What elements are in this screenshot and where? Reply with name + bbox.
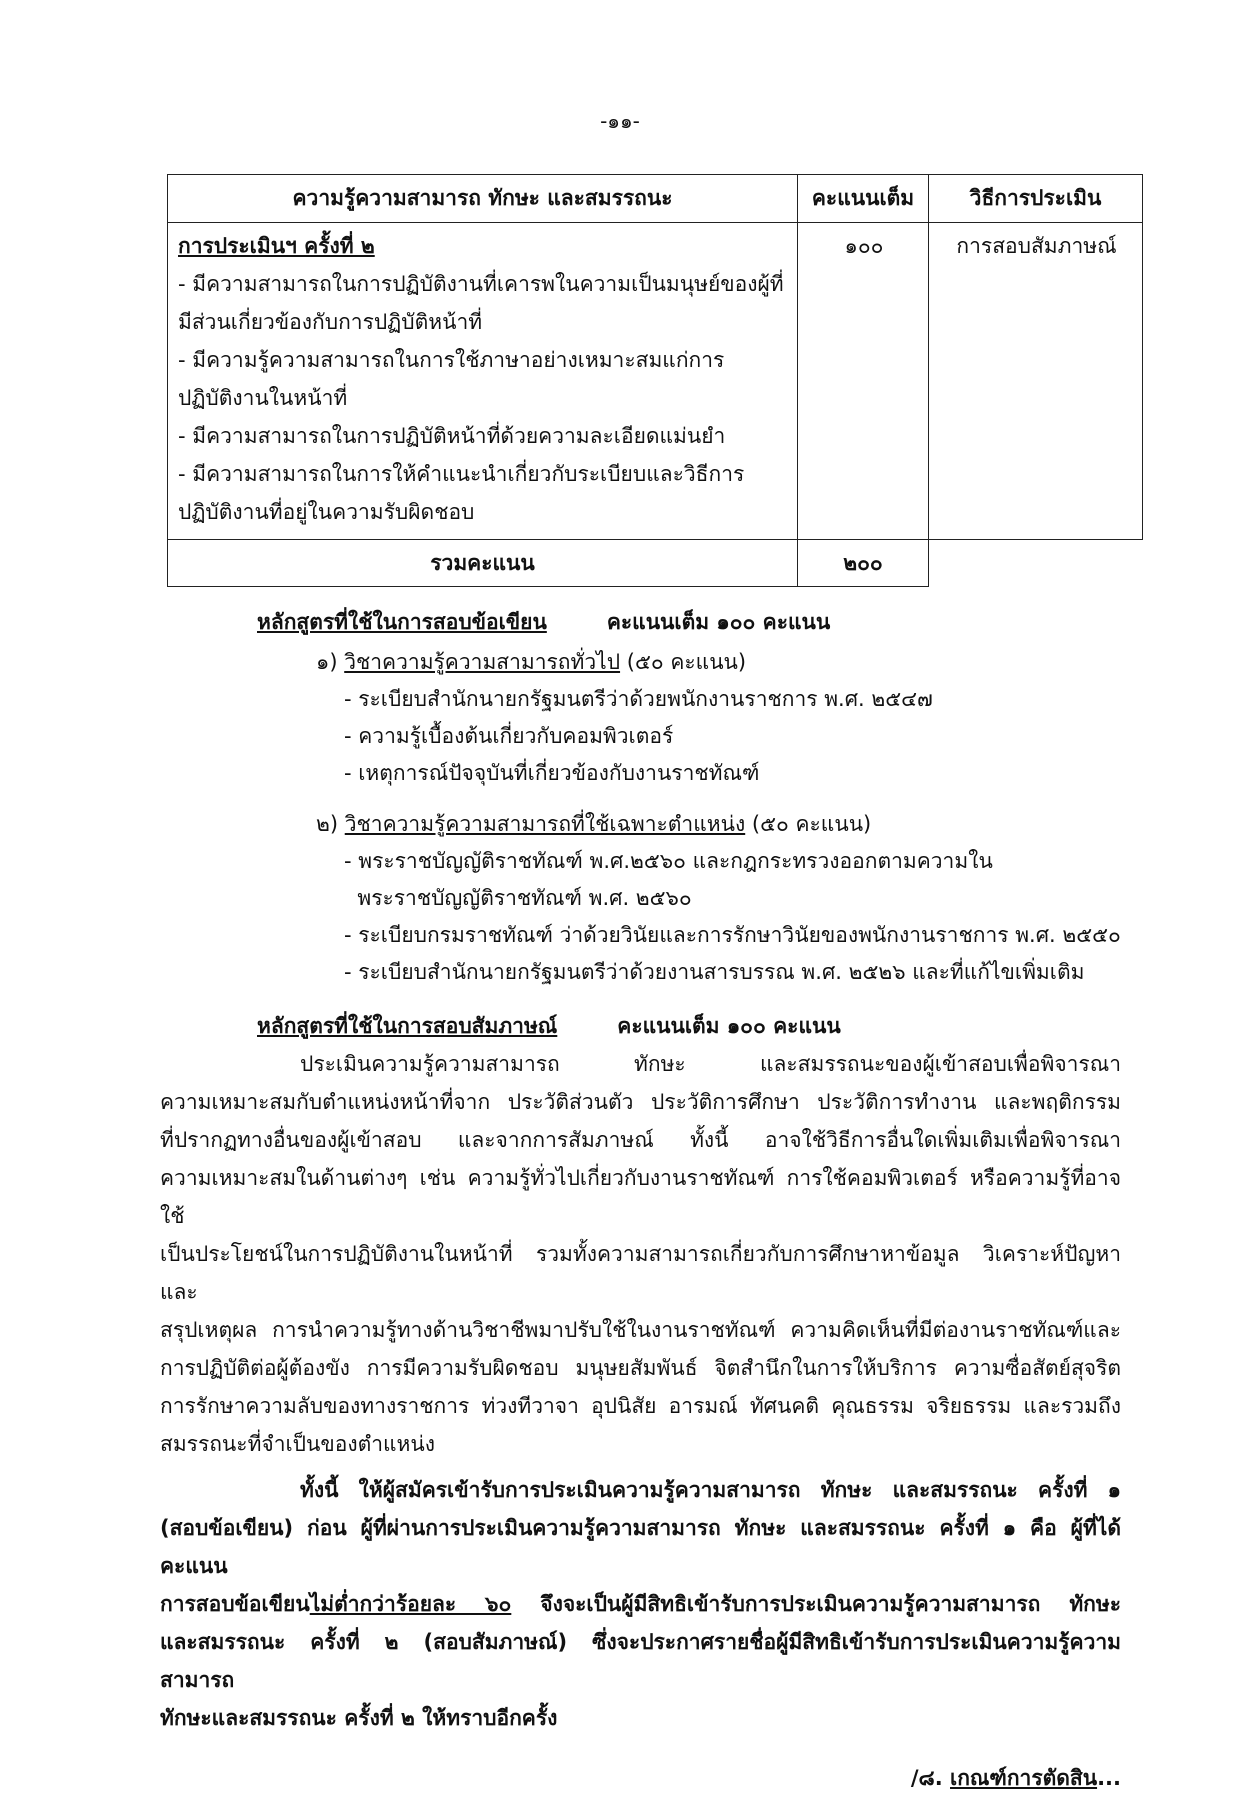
subject-name: วิชาความรู้ความสามารถที่ใช้เฉพาะตำแหน่ง: [344, 812, 746, 836]
interview-line: ความเหมาะสมในด้านต่างๆ เช่น ความรู้ทั่วไปเกี่ยวกับงานราชทัณฑ์ การใช้คอมพิวเตอร์ หรือความรู้ที่อาจใช้: [160, 1166, 1121, 1228]
subject-score: (๕๐ คะแนน): [626, 650, 747, 674]
interview-line: สมรรถนะที่จำเป็นของตำแหน่ง: [160, 1432, 436, 1456]
blank-cell: [929, 540, 1143, 587]
interview-score: คะแนนเต็ม ๑๐๐ คะแนน: [617, 1014, 841, 1038]
header-full-score: คะแนนเต็ม: [798, 175, 929, 223]
subject-item: - ระเบียบกรมราชทัณฑ์ ว่าด้วยวินัยและการรักษาวินัยของพนักงานราชการ พ.ศ. ๒๕๕๐: [344, 923, 1121, 947]
note-text: จึงจะเป็นผู้มีสิทธิเข้ารับการประเมินความรู้ความสามารถ ทักษะ: [511, 1592, 1121, 1616]
interview-line: ความเหมาะสมกับตำแหน่งหน้าที่จาก ประวัติส่วนตัว ประวัติการศึกษา ประวัติการทำงาน และพฤติกรรม: [160, 1090, 1121, 1114]
written-heading: หลักสูตรที่ใช้ในการสอบข้อเขียน: [257, 610, 547, 634]
subject-item: - ความรู้เบื้องต้นเกี่ยวกับคอมพิวเตอร์: [344, 724, 674, 748]
subject-number: ๑): [316, 650, 338, 674]
row-line: - มีความสามารถในการให้คำแนะนำเกี่ยวกับระเบียบและวิธีการ: [178, 462, 745, 486]
subject-item: - เหตุการณ์ปัจจุบันที่เกี่ยวข้องกับงานราชทัณฑ์: [344, 761, 760, 785]
interview-line: การปฏิบัติต่อผู้ต้องขัง การมีความรับผิดชอบ มนุษยสัมพันธ์ จิตสำนึกในการให้บริการ ความซื่อสัตย์สุจริต: [160, 1356, 1121, 1380]
row-line: มีส่วนเกี่ยวข้องกับการปฏิบัติหน้าที่: [178, 310, 483, 334]
total-row: [168, 540, 1143, 587]
header-competency: ความรู้ความสามารถ ทักษะ และสมรรถนะ: [168, 175, 798, 223]
total-label: รวมคะแนน: [168, 540, 798, 587]
score-cell: ๑๐๐: [798, 223, 929, 540]
continuation-text: [0, 1759, 1121, 1797]
interview-line: เป็นประโยชน์ในการปฏิบัติงานในหน้าที่ รวมทั้งความสามารถเกี่ยวกับการศึกษาหาข้อมูล วิเคราะห์ปัญหา และ: [160, 1242, 1121, 1304]
row-line: - มีความสามารถในการปฏิบัติหน้าที่ด้วยความละเอียดแม่นยำ: [178, 424, 726, 448]
interview-heading-line: [257, 1007, 1117, 1045]
row-line: - มีความสามารถในการปฏิบัติงานที่เคารพในความเป็นมนุษย์ของผู้ที่: [178, 272, 784, 296]
continuation-prefix: /๘.: [910, 1766, 951, 1790]
interview-heading: หลักสูตรที่ใช้ในการสอบสัมภาษณ์: [257, 1014, 558, 1038]
row-title: การประเมินฯ ครั้งที่ ๒: [178, 234, 375, 258]
total-score: ๒๐๐: [798, 540, 929, 587]
note-line: ทั้งนี้ ให้ผู้สมัครเข้ารับการประเมินความรู้ความสามารถ ทักษะ และสมรรถนะ ครั้งที่ ๑: [300, 1478, 1121, 1502]
row-line: ปฏิบัติงานที่อยู่ในความรับผิดชอบ: [178, 500, 475, 524]
interview-line: สรุปเหตุผล การนำความรู้ทางด้านวิชาชีพมาปรับใช้ในงานราชทัณฑ์ ความคิดเห็นที่มีต่องานราชทัณฑ์และ: [160, 1318, 1121, 1342]
table-row: [168, 223, 1143, 540]
subject-2: [316, 805, 1116, 843]
written-score: คะแนนเต็ม ๑๐๐ คะแนน: [606, 610, 831, 634]
note-underlined-text: ไม่ต่ำกว่าร้อยละ ๖๐: [309, 1592, 512, 1616]
note-text: การสอบข้อเขียน: [160, 1592, 310, 1616]
note-line: และสมรรถนะ ครั้งที่ ๒ (สอบสัมภาษณ์) ซึ่งจะประกาศรายชื่อผู้มีสิทธิเข้ารับการประเมินความรู้ความสามารถ: [160, 1630, 1121, 1692]
continuation-suffix: ...: [1097, 1766, 1121, 1790]
note-paragraph: [160, 1471, 1121, 1737]
written-heading-line: [257, 603, 1117, 641]
subject-name: วิชาความรู้ความสามารถทั่วไป: [344, 650, 621, 674]
interview-line: การรักษาความลับของทางราชการ ท่วงทีวาจา อุปนิสัย อารมณ์ ทัศนคติ คุณธรรม จริยธรรม และรวมถึง: [160, 1394, 1121, 1418]
note-line: (สอบข้อเขียน) ก่อน ผู้ที่ผ่านการประเมินความรู้ความสามารถ ทักษะ และสมรรถนะ ครั้งที่ ๑ คือ ผู้ที่ได้คะแนน: [160, 1516, 1121, 1578]
row-line: ปฏิบัติงานในหน้าที่: [178, 386, 348, 410]
subject-score: (๕๐ คะแนน): [751, 812, 872, 836]
note-line: [160, 1585, 1121, 1623]
interview-line: ประเมินความรู้ความสามารถ ทักษะ และสมรรถนะของผู้เข้าสอบเพื่อพิจารณา: [300, 1052, 1121, 1076]
row-line: - มีความรู้ความสามารถในการใช้ภาษาอย่างเหมาะสมแก่การ: [178, 348, 725, 372]
table-header-row: [168, 175, 1143, 223]
interview-paragraph: [160, 1045, 1121, 1463]
note-line: ทักษะและสมรรถนะ ครั้งที่ ๒ ให้ทราบอีกครั้ง: [160, 1706, 558, 1730]
subject-item: พระราชบัญญัติราชทัณฑ์ พ.ศ. ๒๕๖๐: [344, 886, 692, 910]
page-number: -๑๑-: [600, 109, 640, 133]
interview-line: ที่ปรากฏทางอื่นของผู้เข้าสอบ และจากการสัมภาษณ์ ทั้งนี้ อาจใช้วิธีการอื่นใดเพิ่มเติมเพื่อพิจารณา: [160, 1128, 1121, 1152]
competency-cell: [168, 223, 798, 540]
subject-item: - พระราชบัญญัติราชทัณฑ์ พ.ศ.๒๕๖๐ และกฎกระทรวงออกตามความใน: [344, 849, 993, 873]
continuation-heading: เกณฑ์การตัดสิน: [950, 1766, 1098, 1790]
subject-number: ๒): [316, 812, 339, 836]
header-method: วิธีการประเมิน: [929, 175, 1143, 223]
subject-1: [316, 643, 1116, 681]
subject-item: - ระเบียบสำนักนายกรัฐมนตรีว่าด้วยพนักงานราชการ พ.ศ. ๒๕๔๗: [344, 687, 933, 711]
assessment-table: [167, 174, 1143, 587]
subject-item: - ระเบียบสำนักนายกรัฐมนตรีว่าด้วยงานสารบรรณ พ.ศ. ๒๕๒๖ และที่แก้ไขเพิ่มเติม: [344, 960, 1085, 984]
method-cell: การสอบสัมภาษณ์: [929, 223, 1143, 540]
